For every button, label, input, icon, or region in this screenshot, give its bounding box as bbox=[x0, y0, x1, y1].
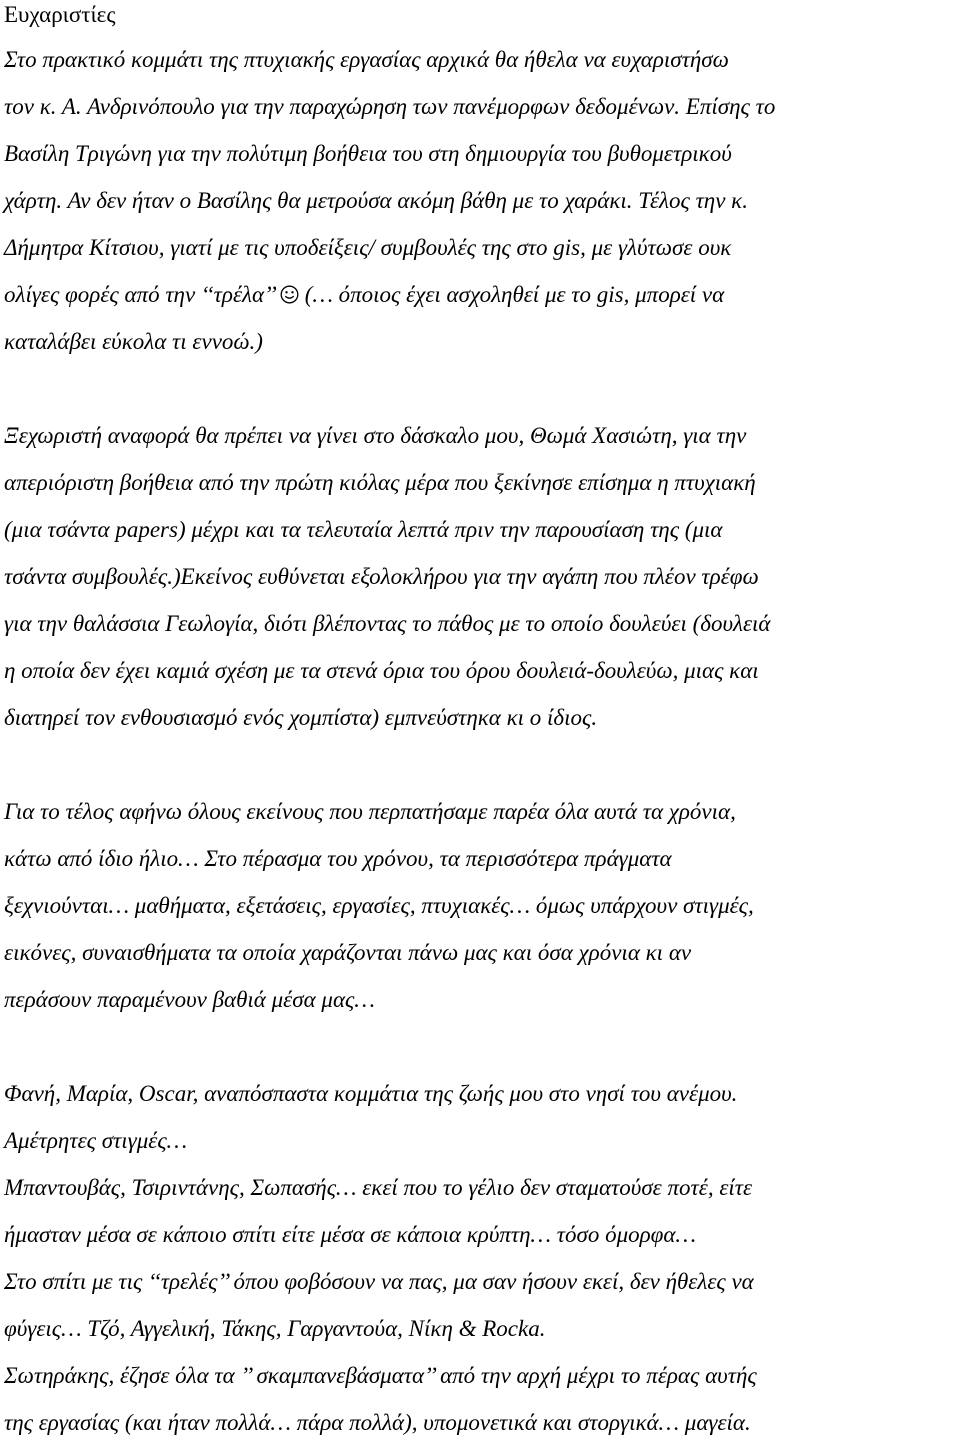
text-line: εικόνες, συναισθήματα τα οποία χαράζονται πάνω μας και όσα χρόνια κι αν bbox=[4, 940, 692, 965]
text-line: η οποία δεν έχει καμιά σχέση με τα στενά όρια του όρου δουλειά-δουλεύω, μιας και bbox=[4, 658, 759, 683]
text-segment: (… όποιος έχει ασχοληθεί με το gis, μπορεί να bbox=[304, 282, 725, 307]
text-line: Αμέτρητες στιγμές… bbox=[4, 1128, 188, 1153]
text-line: περάσουν παραμένουν βαθιά μέσα μας… bbox=[4, 987, 375, 1012]
page-title: Ευχαριστίες bbox=[4, 2, 116, 27]
text-line: για την θαλάσσια Γεωλογία, διότι βλέποντας το πάθος με το οποίο δουλεύει (δουλειά bbox=[4, 611, 771, 636]
text-line: Δήμητρα Κίτσιου, γιατί με τις υποδείξεις/ συμβουλές της στο gis, με γλύτωσε ουκ bbox=[4, 235, 732, 260]
text-line: τσάντα συμβουλές.)Εκείνος ευθύνεται εξολοκλήρου για την αγάπη που πλέον τρέφω bbox=[4, 564, 759, 589]
text-line: Στο πρακτικό κομμάτι της πτυχιακής εργασίας αρχικά θα ήθελα να ευχαριστήσω bbox=[4, 47, 729, 72]
text-line: κάτω από ίδιο ήλιο… Στο πέρασμα του χρόνου, τα περισσότερα πράγματα bbox=[4, 846, 672, 871]
text-line: διατηρεί τον ενθουσιασμό ενός χομπίστα) εμπνεύστηκα κι ο ίδιος. bbox=[4, 705, 598, 730]
text-line: ξεχνιούνται… μαθήματα, εξετάσεις, εργασίες, πτυχιακές… όμως υπάρχουν στιγμές, bbox=[4, 893, 754, 918]
text-segment: ολίγες φορές από την ‘‘τρέλα’’ bbox=[4, 282, 281, 307]
text-line: τον κ. Α. Ανδρινόπουλο για την παραχώρηση των πανέμορφων δεδομένων. Επίσης το bbox=[4, 94, 776, 119]
text-line: Φανή, Μαρία, Oscar, αναπόσπαστα κομμάτια της ζωής μου στο νησί του ανέμου. bbox=[4, 1081, 738, 1106]
text-line: Βασίλη Τριγώνη για την πολύτιμη βοήθεια του στη δημιουργία του βυθομετρικού bbox=[4, 141, 732, 166]
text-line: χάρτη. Αν δεν ήταν ο Βασίλης θα μετρούσα ακόμη βάθη με το χαράκι. Τέλος την κ. bbox=[4, 188, 748, 213]
text-line: απεριόριστη βοήθεια από την πρώτη κιόλας μέρα που ξεκίνησε επίσημα η πτυχιακή bbox=[4, 470, 756, 495]
text-line: Για το τέλος αφήνω όλους εκείνους που περπατήσαμε παρέα όλα αυτά τα χρόνια, bbox=[4, 799, 736, 824]
text-line: Σωτηράκης, έζησε όλα τα ’’ σκαμπανεβάσματα’’ από την αρχή μέχρι το πέρας αυτής bbox=[4, 1363, 757, 1388]
text-line bbox=[4, 280, 724, 310]
text-line: φύγεις… Τζό, Αγγελική, Τάκης, Γαργαντούα, Νίκη & Rocka. bbox=[4, 1316, 546, 1341]
text-line: της εργασίας (και ήταν πολλά… πάρα πολλά), υπομονετικά και στοργικά… μαγεία. bbox=[4, 1410, 751, 1435]
text-line: Μπαντουβάς, Τσιριντάνης, Σωπασής… εκεί που το γέλιο δεν σταματούσε ποτέ, είτε bbox=[4, 1175, 753, 1200]
text-line: καταλάβει εύκολα τι εννοώ.) bbox=[4, 329, 263, 354]
text-line: Ξεχωριστή αναφορά θα πρέπει να γίνει στο δάσκαλο μου, Θωμά Χασιώτη, για την bbox=[4, 423, 747, 448]
text-line: ήμασταν μέσα σε κάποιο σπίτι είτε μέσα σε κάποια κρύπτη… τόσο όμορφα… bbox=[4, 1222, 696, 1247]
text-line: Στο σπίτι με τις ‘‘τρελές’’ όπου φοβόσουν να πας, μα σαν ήσουν εκεί, δεν ήθελες να bbox=[4, 1269, 754, 1294]
smiley-face-icon bbox=[280, 285, 299, 304]
text-line: (μια τσάντα papers) μέχρι και τα τελευταία λεπτά πριν την παρουσίαση της (μια bbox=[4, 517, 723, 542]
